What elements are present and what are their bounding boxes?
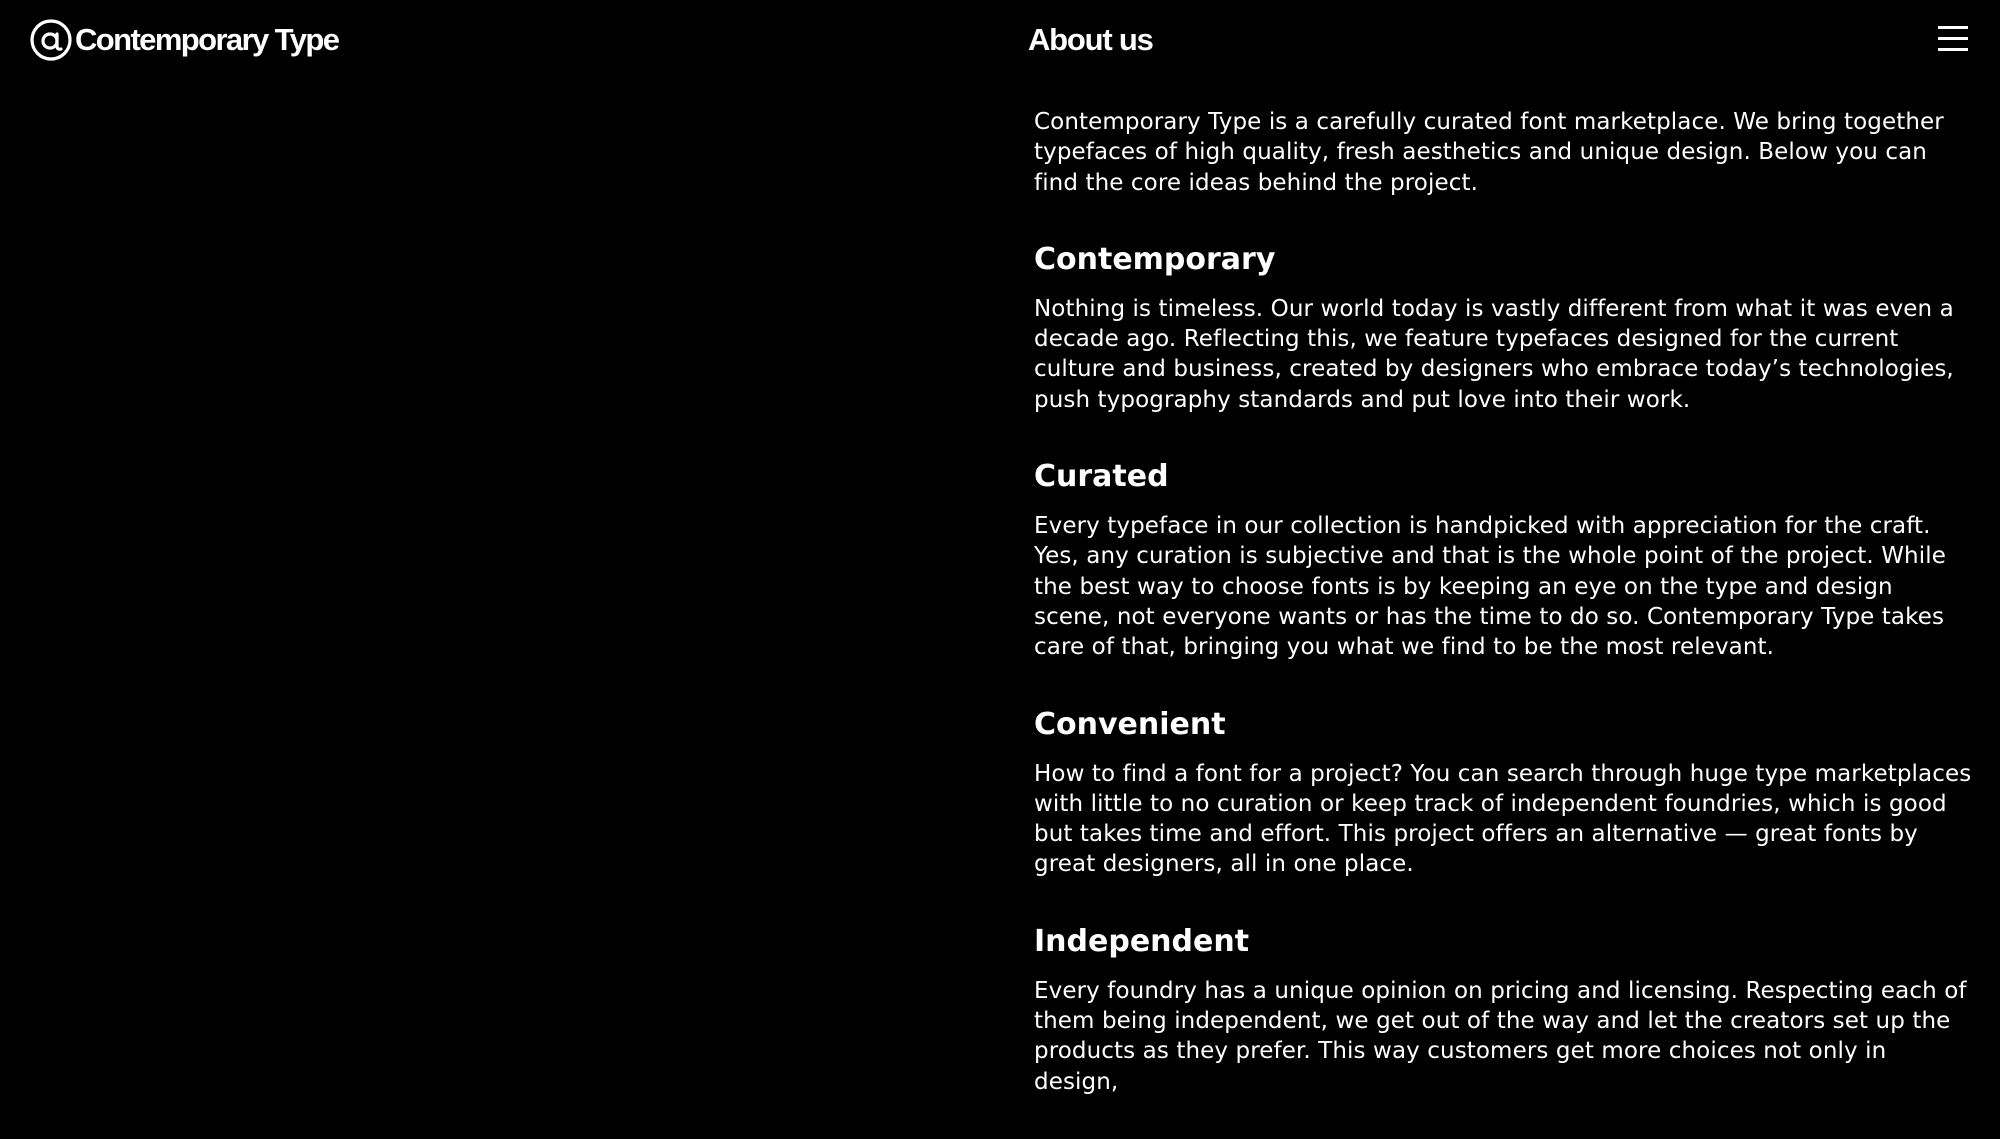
- section-text: Nothing is timeless. Our world today is vastly different from what it was even a decade ago. Reflecting this, we feature typefaces designed for the current culture and business, created by designers who embrace today’s technologies, push typography standards and put love into their work.: [1034, 295, 1954, 413]
- hamburger-menu-icon: [1938, 22, 1968, 54]
- section-heading: Contemporary: [1034, 241, 1276, 277]
- section-convenient: [1034, 705, 1974, 880]
- section-heading: Convenient: [1034, 706, 1226, 742]
- intro-paragraph: Contemporary Type is a carefully curated font marketplace. We bring together typefaces of high quality, fresh aesthetics and unique design. Below you can find the core ideas behind the project.: [1034, 109, 1944, 196]
- section-curated: [1034, 457, 1974, 662]
- page-title: About us: [1028, 22, 1153, 57]
- section-text: Every typeface in our collection is handpicked with appreciation for the craft. Yes, any curation is subjective and that is the whole point of the project. While the best way to choose fonts is by keeping an eye on the type and design scene, not everyone wants or has the time to do so. Contemporary Type takes care of that, bringing you what we find to be the most relevant.: [1034, 513, 1946, 661]
- section-text: Every foundry has a unique opinion on pricing and licensing. Respecting each of them being independent, we get out of the way and let the creators set up the products as they prefer. This way customers get more choices not only in design,: [1034, 977, 1967, 1095]
- site-header: [0, 0, 2000, 80]
- section-contemporary: [1034, 240, 1974, 415]
- logo-text: Contemporary Type: [75, 22, 339, 57]
- at-sign-logo-icon: [30, 19, 72, 61]
- section-independent: [1034, 922, 1974, 1097]
- section-heading: Curated: [1034, 459, 1169, 495]
- section-text: How to find a font for a project? You can search through huge type marketplaces with little to no curation or keep track of independent foundries, which is good but takes time and effort. This project offers an alternative — great fonts by great designers, all in one place.: [1034, 760, 1972, 878]
- site-logo-link[interactable]: [30, 18, 338, 62]
- about-content: [1034, 107, 1974, 1139]
- menu-button[interactable]: [1938, 22, 1968, 54]
- section-heading: Independent: [1034, 923, 1250, 959]
